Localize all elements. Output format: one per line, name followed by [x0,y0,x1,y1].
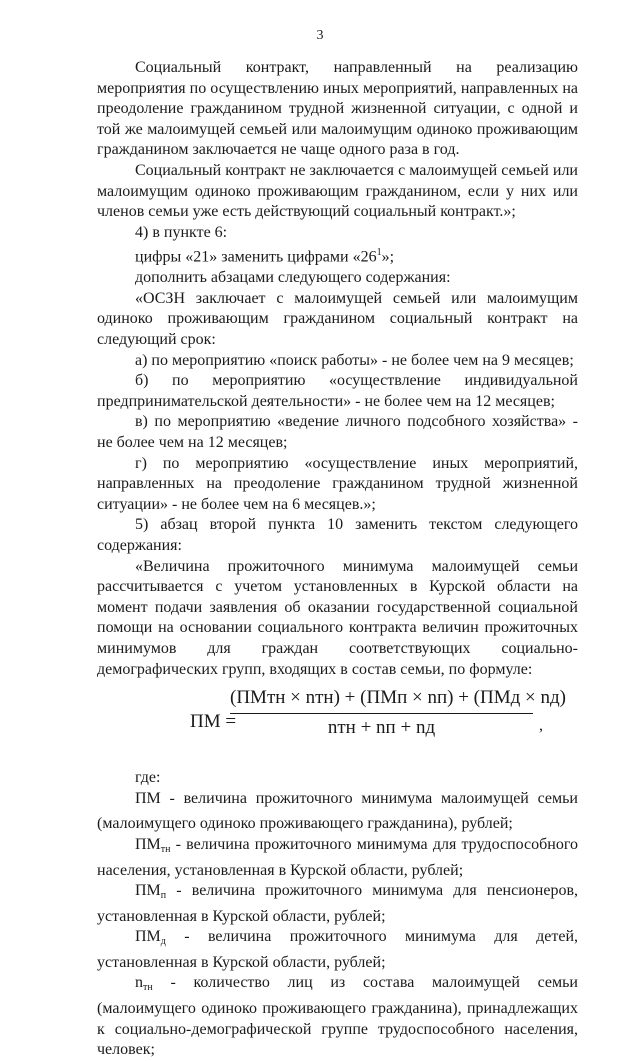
where-label: где: [135,769,161,787]
definition-symbol: ПМ [135,789,161,807]
definition-text: - величина прожиточного минимума малоимущей семьи (малоимущего одиноко проживающего гражданина), рублей; [97,789,578,833]
digits-superscript: 1 [376,247,382,259]
definition-symbol: ПМ [135,882,161,900]
paragraph: 5) абзац второй пункта 10 заменить текстом следующего содержания: [97,516,578,554]
definition-subscript: п [160,890,167,902]
definition-symbol: ПМ [135,928,161,946]
definition-subscript: тн [160,843,171,855]
formula-fraction [230,687,566,738]
paragraph: «Величина прожиточного минимума малоимущей семьи рассчитывается с учетом установленных в Курской области на момент подачи заявления об оказании государственной социальной помощи на основании социального контракта величин прожиточных минимумов для граждан соответствующих социально-демографических групп, входящих в состав семьи, по формуле: [97,557,578,678]
digits-text-before: цифры «21» заменить цифрами «26 [135,248,377,266]
formula-comma: , [539,717,543,735]
definition-subscript: д [160,936,166,948]
paragraph: а) по мероприятию «поиск работы» - не более чем на 9 месяцев; [135,351,574,369]
paragraph: «ОСЗН заключает с малоимущей семьей или малоимущим одиноко проживающим гражданином социальный контракт на следующий срок: [97,289,578,349]
formula-numerator: (ПМтн × nтн) + (ПМп × nп) + (ПМд × nд) [230,687,566,709]
definition-text: - величина прожиточного минимума для пенсионеров, установленная в Курской области, рублей; [97,882,578,925]
document-body [97,58,578,1061]
paragraph: Социальный контракт не заключается с малоимущей семьей или малоимущим одиноко проживающим гражданином, если у них или членов семьи уже есть действующий социальный контракт.»; [97,161,578,221]
paragraph: б) по мероприятию «осуществление индивидуальной предпринимательской деятельности» - не более чем на 12 месяцев; [97,372,578,410]
paragraph: в) по мероприятию «ведение личного подсобного хозяйства» - не более чем на 12 месяцев; [97,413,578,452]
definition-symbol: ПМ [135,835,161,853]
formula [97,686,578,764]
page-number: 3 [316,28,324,43]
definition-text: - величина прожиточного минимума для трудоспособного населения, установленная в Курской области, рублей; [97,835,578,879]
definition [97,973,578,1060]
definition-text: - количество лиц из состава малоимущей семьи (малоимущего одиноко проживающего гражданина), принадлежащих к социально-демографической группе трудоспособного населения, человек; [97,974,578,1059]
definition-subscript: тн [143,982,153,994]
formula-denominator: nтн + nп + nд [327,716,436,738]
paragraph: 4) в пункте 6: [135,223,228,241]
definition [97,881,578,927]
definition-symbol: n [135,974,143,992]
definition [97,927,578,973]
definition-text: - величина прожиточного минимума для детей, установленная в Курской области, рублей; [97,928,578,971]
paragraph: Социальный контракт, направленный на реализацию мероприятия по осуществлению иных мероприятий, направленных на преодоление гражданином трудной жизненной ситуации, с одной и той же малоимущей семьей или малоимущим одиноко проживающим гражданином заключается не чаще одного раза в год. [97,59,578,159]
definition [97,835,578,881]
formula-lhs: ПМ = [190,711,237,733]
definition [97,789,578,835]
paragraph: г) по мероприятию «осуществление иных мероприятий, направленных на преодоление гражданином трудной жизненной ситуации» - не более чем на 6 месяцев.»; [97,454,578,513]
paragraph-digits-replace [97,243,578,268]
digits-text-after: »; [381,248,395,266]
paragraph: дополнить абзацами следующего содержания: [135,269,451,287]
